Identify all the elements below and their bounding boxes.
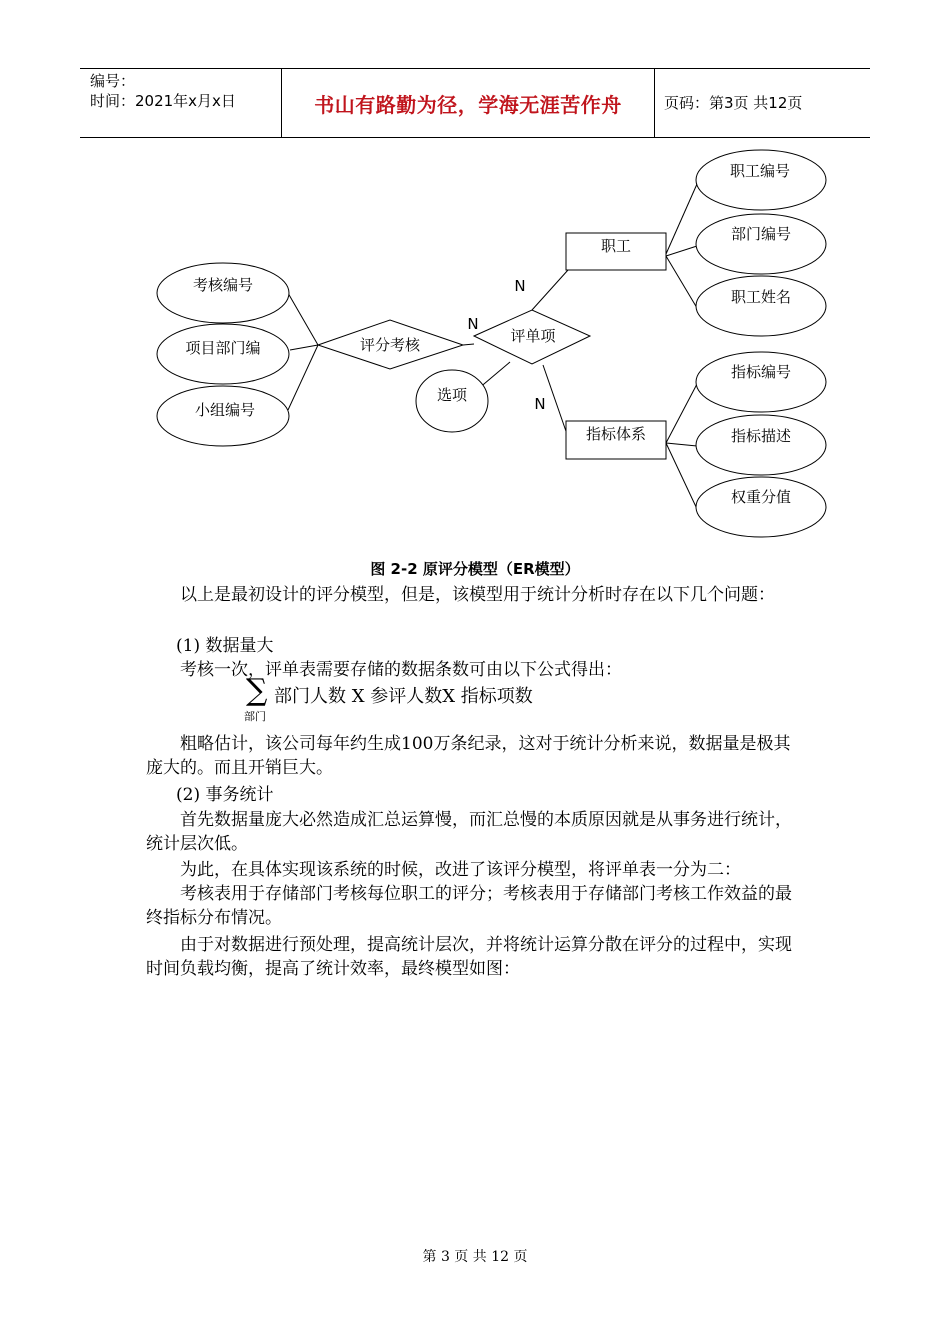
page-header	[80, 68, 870, 138]
svg-text:评分考核: 评分考核	[359, 336, 421, 354]
svg-text:职工编号: 职工编号	[729, 162, 791, 180]
attr-employee-name	[696, 276, 826, 336]
paragraph-estimate: 粗略估计，该公司每年约生成100万条纪录，这对于统计分析来说，数据量是极其庞大的。而且开销巨大。	[146, 734, 791, 778]
header-right-cell	[654, 69, 870, 137]
attr-group-no	[157, 386, 289, 446]
attr-indicator-no	[696, 352, 826, 412]
svg-text:指标描述: 指标描述	[730, 427, 792, 445]
attr-weight-score	[696, 477, 826, 537]
svg-text:项目部门编: 项目部门编	[185, 339, 261, 357]
cardinality-employee: N	[514, 277, 526, 295]
entity-employee	[566, 233, 666, 270]
paragraph-summary-slow: 首先数据量庞大必然造成汇总运算慢，而汇总慢的本质原因就是从事务进行统计，统计层次低。	[146, 810, 792, 854]
cardinality-indicator: N	[534, 395, 546, 413]
header-motto-cell	[281, 69, 655, 137]
list-item-data-volume: (1) 数据量大	[176, 636, 274, 656]
cardinality-scoring: N	[467, 315, 479, 333]
paragraph-formula-intro: 考核一次，评单表需要存储的数据条数可由以下公式得出：	[180, 660, 622, 680]
er-diagram	[0, 140, 950, 540]
header-page-info: 页码：第3页 共12页	[664, 94, 803, 112]
svg-text:考核编号: 考核编号	[192, 276, 254, 294]
svg-text:职工姓名: 职工姓名	[730, 288, 792, 306]
entity-indicator-system	[566, 421, 666, 459]
attr-project-dept	[157, 324, 289, 384]
svg-text:评单项: 评单项	[510, 327, 556, 345]
svg-text:权重分值: 权重分值	[730, 488, 792, 506]
list-item-transaction-stats: (2) 事务统计	[176, 785, 274, 805]
rel-rating-item	[474, 310, 590, 364]
doc-number-label: 编号：	[90, 72, 136, 90]
svg-text:指标体系: 指标体系	[585, 425, 647, 443]
paragraph-tables: 考核表用于存储部门考核每位职工的评分；考核表用于存储部门考核工作效益的最终指标分布情况。	[146, 884, 792, 928]
figure-caption: 图 2-2 原评分模型（ER模型）	[370, 560, 580, 578]
svg-text:小组编号: 小组编号	[194, 401, 256, 419]
formula-text: 部门人数 X 参评人数X 指标项数	[274, 686, 533, 707]
svg-text:部门编号: 部门编号	[730, 225, 792, 243]
paragraph-preprocess: 由于对数据进行预处理，提高统计层次，并将统计运算分散在评分的过程中，实现时间负载均衡，提高了统计效率，最终模型如图：	[146, 935, 792, 979]
header-motto: 书山有路勤为径，学海无涯苦作舟	[314, 92, 622, 117]
page-footer: 第 3 页 共 12 页	[422, 1249, 528, 1265]
attr-indicator-desc	[696, 415, 826, 475]
sigma-subscript: 部门	[244, 710, 266, 723]
attr-dept-no	[696, 214, 826, 274]
header-left-cell	[80, 69, 280, 137]
attr-option	[416, 370, 488, 432]
svg-text:职工: 职工	[600, 237, 632, 255]
rel-scoring-assessment	[318, 320, 463, 369]
doc-date: 时间：2021年x月x日	[90, 92, 236, 110]
paragraph-improvement: 为此，在具体实现该系统的时候，改进了该评分模型，将评单表一分为二：	[180, 860, 741, 880]
svg-text:指标编号: 指标编号	[730, 363, 792, 381]
svg-text:选项: 选项	[436, 386, 468, 404]
attr-assessment-no	[157, 263, 289, 323]
attr-employee-no	[696, 150, 826, 210]
paragraph-intro: 以上是最初设计的评分模型，但是，该模型用于统计分析时存在以下几个问题：	[180, 585, 775, 605]
sigma-symbol: ∑	[246, 673, 268, 708]
